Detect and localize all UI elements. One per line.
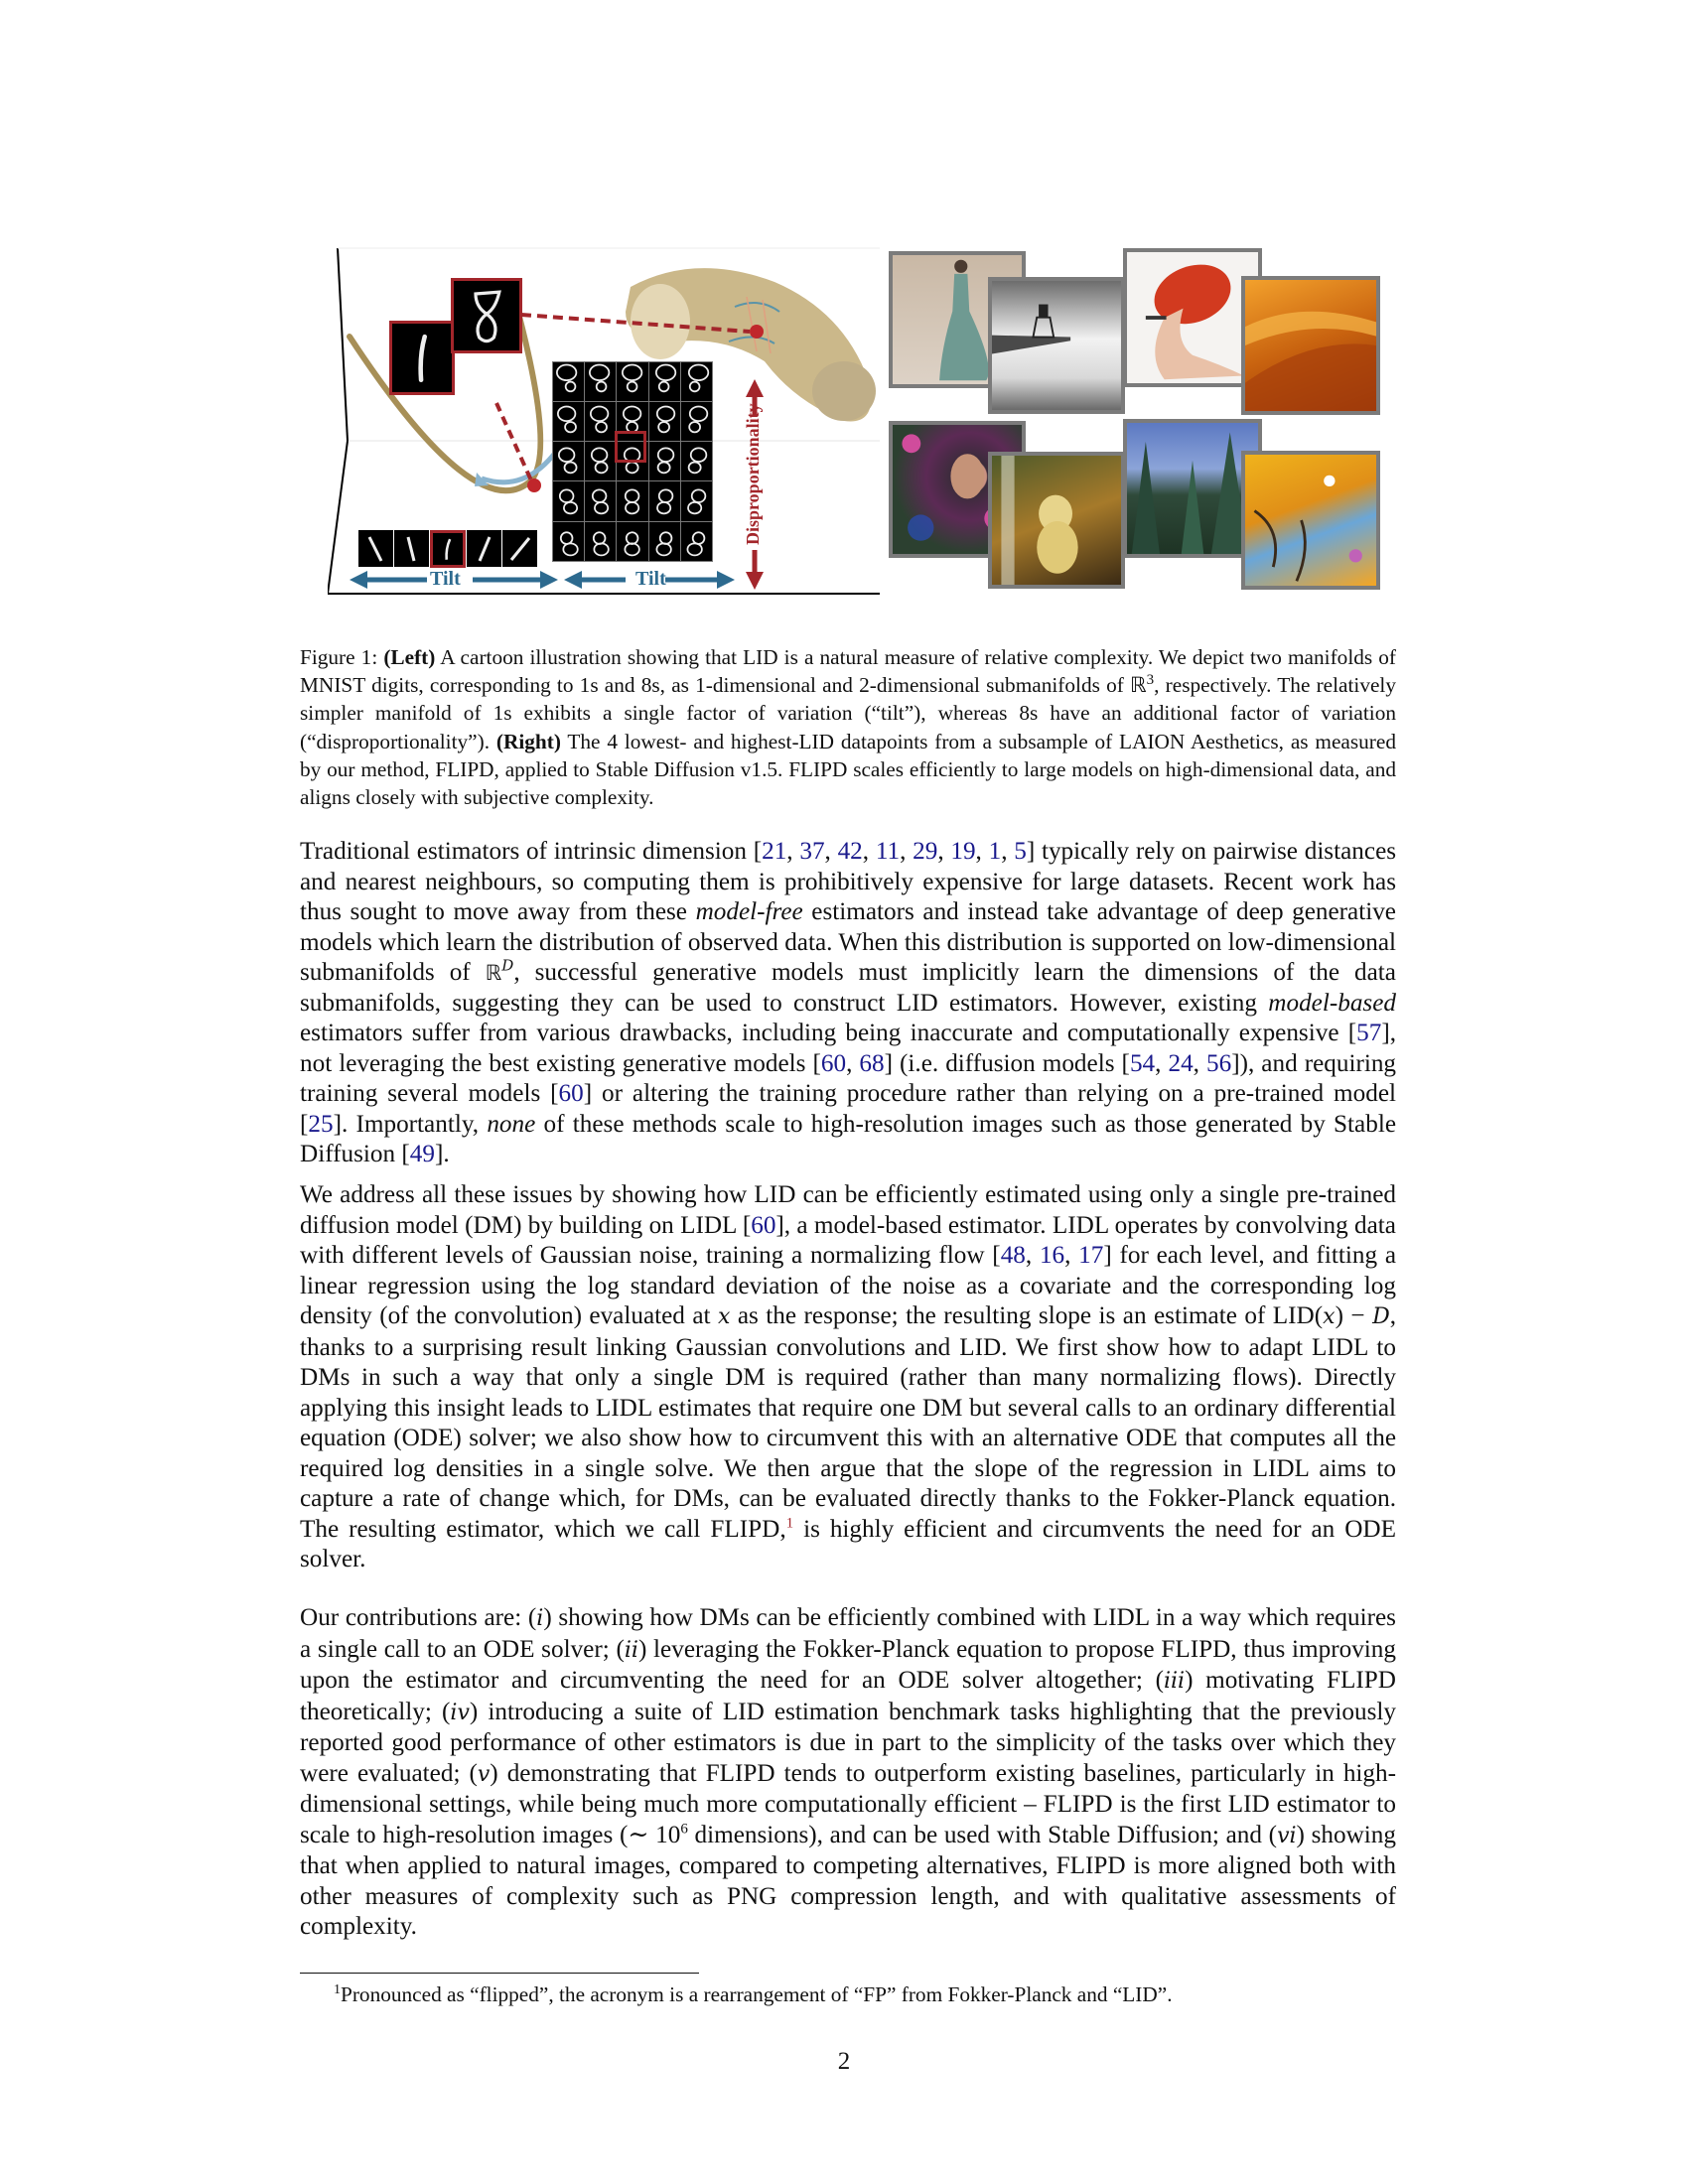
digit-8-variant <box>585 362 616 401</box>
citation-link[interactable]: 48 <box>1000 1242 1026 1269</box>
paragraph-text: ) introducing a suite of LID estimation benchmark tasks highlighting that the previously reported good performance of other estimators is due in part to the simplicity of the tasks over which they were evaluated; ( <box>300 1698 1396 1787</box>
citation-link[interactable]: 1 <box>988 838 1002 865</box>
digit-8-variant <box>649 442 680 480</box>
digit-8-variant <box>649 481 680 520</box>
figure-1 <box>328 242 1386 600</box>
low-lid-image-lighthouse <box>988 277 1125 414</box>
caption-real-space-symbol: ℝ <box>1130 673 1147 698</box>
footnote-marker: 1 <box>334 1981 341 1997</box>
digit-eight-glyph <box>454 281 519 350</box>
digit-8-variant <box>585 442 616 480</box>
digit-1-callout <box>389 321 455 395</box>
math-symbol: iv <box>450 1700 470 1725</box>
citation-link[interactable]: 68 <box>859 1049 885 1077</box>
paragraph-text: , <box>824 838 838 865</box>
caption-label: Figure 1: <box>300 645 384 669</box>
caption-real-space-exponent: 3 <box>1146 672 1155 689</box>
citation-link[interactable]: 24 <box>1168 1049 1194 1077</box>
digit-8-variant <box>585 481 616 520</box>
footnote-reference-link[interactable]: 1 <box>785 1515 794 1532</box>
digit-8-variant <box>585 402 616 441</box>
footnote <box>300 1981 1396 2007</box>
citation-link[interactable]: 37 <box>799 838 825 865</box>
math-symbol: v <box>477 1761 491 1787</box>
digit-8-variant <box>681 442 712 480</box>
digit-8-callout <box>451 278 522 353</box>
paragraph-text: , <box>1025 1242 1040 1269</box>
emphasis-text: none <box>487 1110 536 1138</box>
figure-caption <box>300 643 1396 811</box>
math-symbol: ii <box>624 1637 638 1663</box>
citation-link[interactable]: 60 <box>751 1211 776 1239</box>
page-number: 2 <box>837 2048 851 2075</box>
digit-8-variant <box>617 522 647 561</box>
figure-right-laion-samples <box>889 242 1390 600</box>
paragraph-our-approach <box>300 1180 1396 1575</box>
citation-link[interactable]: 57 <box>1356 1020 1382 1046</box>
digit-1-variant <box>358 530 393 567</box>
emphasis-text: model-free <box>695 898 803 925</box>
paragraph-text: of these methods scale to high-resolution images such as those generated by Stable Diffusion [ <box>300 1110 1396 1167</box>
caption-right-text: The 4 lowest- and highest-LID datapoints from a subsample of LAION Aesthetics, as measured by our method, FLIPD, applied to Stable Diffusion v1.5. FLIPD scales efficiently to large models on high-dimensional data, and aligns closely with subjective complexity. <box>300 729 1396 810</box>
digit-8-variant <box>553 481 584 520</box>
citation-link[interactable]: 19 <box>950 838 976 865</box>
paragraph-text: , <box>937 838 951 865</box>
paragraph-text: ) − <box>1335 1302 1373 1329</box>
paragraph-contributions <box>300 1603 1396 1943</box>
digit-8-variant <box>649 402 680 441</box>
paragraph-text: , <box>1064 1242 1079 1269</box>
paragraph-text: , <box>846 1049 860 1077</box>
citation-link[interactable]: 29 <box>913 838 938 865</box>
superscript: 6 <box>680 1821 688 1838</box>
paragraph-text: , <box>1155 1049 1169 1077</box>
paragraph-text: We address all these issues by showing how LID can be efficiently estimated using only a single pre-trained diffusion model (DM) by building on LIDL [ <box>300 1181 1396 1239</box>
digit-8-variant <box>585 522 616 561</box>
paragraph-text: , successful generative models must implicitly learn the dimensions of the data submanifolds, suggesting they can be used to construct LID estimators. However, existing <box>300 959 1396 1017</box>
high-lid-image-impressionist-pond <box>1241 451 1380 590</box>
citation-link[interactable]: 16 <box>1039 1242 1065 1269</box>
citation-link[interactable]: 42 <box>837 838 863 865</box>
paragraph-text: , <box>786 838 800 865</box>
digit-one-glyph <box>392 324 452 392</box>
emphasis-text: model-based <box>1268 989 1396 1017</box>
digit-8-variant <box>553 442 584 480</box>
paragraph-text: , <box>1001 838 1015 865</box>
caption-left-text-cont: , respectively. The relatively simpler manifold of 1s exhibits a single factor of variation (“tilt”), whereas 8s have an additional factor of variation (“disproportionality”). <box>300 673 1396 753</box>
paragraph-text: estimators suffer from various drawbacks, including being inaccurate and computationally expensive [ <box>300 1020 1357 1046</box>
disproportionality-label: Disproportionality <box>743 403 763 545</box>
paragraph-text: , <box>900 838 914 865</box>
math-symbol: iii <box>1163 1669 1186 1694</box>
digit-1-variant-selected <box>430 530 466 568</box>
digit-8-variant <box>681 522 712 561</box>
paragraph-text: Our contributions are: ( <box>300 1604 537 1631</box>
caption-left-text: A cartoon illustration showing that LID is a natural measure of relative complexity. We depict two manifolds of MNIST digits, corresponding to 1s and 8s, as 1-dimensional and 2-dimensional submanifolds of <box>300 645 1396 698</box>
caption-left-tag: (Left) <box>383 645 436 669</box>
paragraph-text: ) showing that when applied to natural images, compared to competing alternatives, FLIPD is more aligned both with other measures of complexity such as PNG compression length, and with qualitative assessments of complexity. <box>300 1821 1396 1940</box>
digit-1-variant <box>394 530 429 567</box>
paragraph-text: ] typically rely on pairwise distances and nearest neighbours, so computing them is prohibitively expensive for large datasets. Recent work has thus sought to move away from these <box>300 838 1397 925</box>
citation-link[interactable]: 60 <box>558 1080 584 1107</box>
digit-8-variant <box>553 522 584 561</box>
digit-8-variant <box>649 522 680 561</box>
real-space-symbol: ℝ <box>485 961 502 985</box>
paragraph-text: ) demonstrating that FLIPD tends to outperform existing baselines, particularly in high-dimensional settings, while being much more computationally efficient – FLIPD is the first LID estimator to scale to high-resolution images (∼ 10 <box>300 1759 1396 1848</box>
math-symbol: D <box>1372 1304 1390 1329</box>
paragraph-text: is highly efficient and circumvents the need for an ODE solver. <box>300 1515 1396 1572</box>
citation-link[interactable]: 17 <box>1078 1242 1104 1269</box>
citation-link[interactable]: 11 <box>875 838 901 865</box>
digit-1-variant <box>502 530 537 567</box>
math-symbol: vi <box>1277 1823 1297 1848</box>
paragraph-text: ], not leveraging the best existing generative models [ <box>300 1020 1396 1077</box>
figure-left-cartoon <box>328 242 884 600</box>
paragraph-text: ) showing how DMs can be efficiently combined with LIDL in a way which requires a single call to an ODE solver; ( <box>300 1604 1396 1663</box>
selected-eight-highlight <box>615 431 646 463</box>
paragraph-text: , <box>1193 1049 1206 1077</box>
caption-right-tag: (Right) <box>495 729 561 753</box>
citation-link[interactable]: 21 <box>762 838 787 865</box>
paragraph-text: ]. <box>434 1141 450 1167</box>
digit-1-variant <box>467 530 501 567</box>
math-superscript: D <box>501 956 514 975</box>
paragraph-text: ], a model-based estimator. LIDL operates by convolving data with different levels of Gaussian noise, training a normalizing flow [ <box>300 1211 1396 1269</box>
paragraph-text: ]. Importantly, <box>333 1110 488 1138</box>
paragraph-text: , thanks to a surprising result linking Gaussian convolutions and LID. We first show how to adapt LIDL to DMs in such a way that only a single DM is required (rather than many normalizing flows). Directly applying this insight leads to LIDL estimates that require one DM but several calls to an ordinary differential equation (ODE) solver; we also show how to circumvent this with an alternative ODE that computes all the required log densities in a single solve. We then argue that the slope of the regression in LIDL aims to capture a rate of change which, for DMs, can be evaluated directly thanks to the Fokker-Planck equation. The resulting estimator, which we call FLIPD, <box>300 1302 1396 1543</box>
paragraph-text: dimensions), and can be used with Stable Diffusion; and ( <box>687 1821 1278 1848</box>
tilt-label-ones: Tilt <box>430 568 461 590</box>
math-symbol: i <box>536 1606 544 1631</box>
paragraph-text: ) motivating FLIPD theoretically; ( <box>300 1667 1396 1725</box>
citation-link[interactable]: 49 <box>409 1141 435 1167</box>
paragraph-text: as the response; the resulting slope is an estimate of LID( <box>730 1302 1324 1329</box>
citation-link[interactable]: 25 <box>308 1110 334 1138</box>
paragraph-text: , <box>975 838 989 865</box>
digit-8-variant <box>553 362 584 401</box>
footnote-text: Pronounced as “flipped”, the acronym is a rearrangement of “FP” from Fokker-Planck and “LID”. <box>341 1982 1173 2006</box>
digit-8-variant <box>617 362 647 401</box>
citation-link[interactable]: 5 <box>1014 838 1027 865</box>
high-lid-image-dog-forest <box>988 452 1125 589</box>
digit-8-variant <box>681 362 712 401</box>
paragraph-text: ] for each level, and fitting a linear regression using the log standard deviation of the noise as a covariate and the corresponding log density (of the convolution) evaluated at <box>300 1242 1397 1329</box>
digit-8-variant <box>681 481 712 520</box>
citation-link[interactable]: 60 <box>820 1049 847 1077</box>
paragraph-text: ) leveraging the Fokker-Planck equation to propose FLIPD, thus improving upon the estimator and circumventing the need for an ODE solver altogether; ( <box>300 1635 1396 1694</box>
tilt-label-eights: Tilt <box>635 568 666 590</box>
paragraph-text: estimators and instead take advantage of deep generative models which learn the distribution of observed data. When this distribution is supported on low-dimensional submanifolds of <box>300 898 1396 986</box>
digit-8-variant <box>553 402 584 441</box>
paragraph-text: ] or altering the training procedure rather than relying on a pre-trained model [ <box>300 1080 1396 1138</box>
digit-8-variant <box>649 362 680 401</box>
citation-link[interactable]: 54 <box>1129 1049 1156 1077</box>
digit-8-variant <box>617 481 647 520</box>
paragraph-text: ]), and requiring training several models [ <box>300 1049 1397 1107</box>
math-symbol: x <box>717 1304 731 1329</box>
paragraph-text: ] (i.e. diffusion models [ <box>884 1049 1130 1077</box>
paragraph-traditional-estimators <box>300 837 1396 1170</box>
footnote-divider <box>300 1973 699 1974</box>
citation-link[interactable]: 56 <box>1206 1049 1232 1077</box>
digit-8-variant <box>681 402 712 441</box>
low-lid-image-dunes <box>1241 276 1380 415</box>
math-symbol: x <box>1323 1304 1336 1329</box>
paragraph-text: , <box>862 838 876 865</box>
paragraph-text: Traditional estimators of intrinsic dimension [ <box>300 838 763 865</box>
